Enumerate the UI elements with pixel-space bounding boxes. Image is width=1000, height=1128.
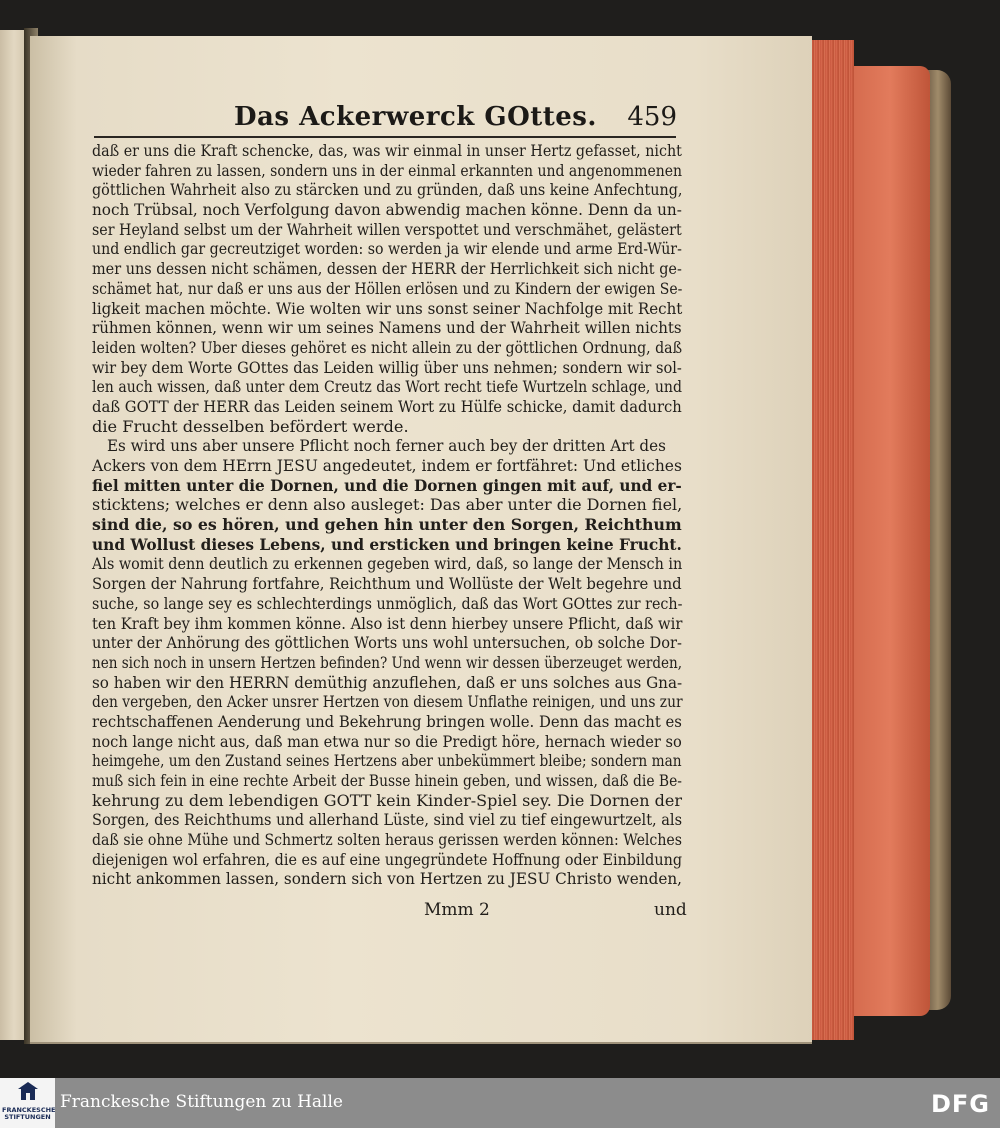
text-line: Ackers von dem HErrn JESU angedeutet, indem er fortfähret: Und etliches <box>92 456 682 475</box>
header-rule <box>94 136 676 138</box>
text-line: daß sie ohne Mühe und Schmertz solten heraus gerissen werden können: Welches <box>92 830 682 850</box>
signature-mark: Mmm 2 <box>424 900 490 920</box>
text-line: noch Trübsal, noch Verfolgung davon abwendig machen könne. Denn da un- <box>92 200 682 220</box>
text-line: len auch wissen, daß unter dem Creutz das Wort recht tiefe Wurtzeln schlage, und <box>92 377 682 397</box>
body-text <box>92 141 682 889</box>
text-line: sind die, so es hören, und gehen hin unter den Sorgen, Reichthum <box>92 515 682 535</box>
catchword: und <box>654 900 687 920</box>
text-line: nen sich noch in unsern Hertzen befinden? Und wenn wir dessen überzeuget werden, <box>92 652 683 672</box>
text-line: ten Kraft bey ihm kommen könne. Also ist denn hierbey unsere Pflicht, daß wir <box>92 613 683 633</box>
text-line: suche, so lange sey es schlechterdings unmöglich, daß das Wort GOttes zur rech- <box>92 593 683 613</box>
footer-bar <box>0 1078 1000 1128</box>
text-line: nicht ankommen lassen, sondern sich von Hertzen zu JESU Christo wenden, <box>92 869 682 889</box>
dfg-logo[interactable]: DFG <box>930 1090 990 1118</box>
text-line: muß sich fein in eine rechte Arbeit der Busse hinein geben, und wissen, daß die Be- <box>92 771 682 790</box>
text-line: Es wird uns aber unsere Pflicht noch ferner auch bey der dritten Art des <box>106 436 666 456</box>
text-line: rechtschaffenen Aenderung und Bekehrung bringen wolle. Denn das macht es <box>92 711 682 731</box>
text-line: kehrung zu dem lebendigen GOTT kein Kinder-Spiel sey. Die Dornen der <box>92 790 682 810</box>
text-line: göttlichen Wahrheit also zu stärcken und zu gründen, daß uns keine Anfechtung, <box>92 180 683 200</box>
text-line: die Frucht desselben befördert werde. <box>92 416 409 436</box>
text-line: Als womit denn deutlich zu erkennen gegeben wird, daß, so lange der Mensch in <box>92 554 683 574</box>
text-line: so haben wir den HERRN demüthig anzuflehen, daß er uns solches aus Gna- <box>92 672 683 692</box>
text-line: leiden wolten? Uber dieses gehöret es nicht allein zu der göttlichen Ordnung, daß <box>92 337 683 357</box>
red-fore-edge-outer <box>850 66 930 1016</box>
text-line: Sorgen der Nahrung fortfahre, Reichthum und Wollüste der Welt begehre und <box>92 574 682 594</box>
running-header <box>92 100 677 138</box>
red-fore-edge <box>808 40 854 1040</box>
text-line: heimgehe, um den Zustand seines Hertzens aber unbekümmert bleibe; sondern man <box>92 751 682 771</box>
institution-logo[interactable] <box>0 1078 55 1128</box>
text-line: daß GOTT der HERR das Leiden seinem Wort zu Hülfe schicke, damit dadurch <box>92 396 682 416</box>
text-line: unter der Anhörung des göttlichen Worts uns wohl untersuchen, ob solche Dor- <box>92 633 682 653</box>
text-line: sticktens; welches er denn also ausleget: Das aber unter die Dornen fiel, <box>92 495 683 515</box>
header-title: Das Ackerwerck GOttes. <box>234 102 597 132</box>
text-line: Sorgen, des Reichthums und allerhand Lüste, sind viel zu tief eingewurtzelt, als <box>92 810 683 830</box>
text-line: und endlich gar gecreutziget worden: so werden ja wir elende und arme Erd-Wür- <box>92 239 682 259</box>
text-line: mer uns dessen nicht schämen, dessen der HERR der Herrlichkeit sich nicht ge- <box>92 259 682 279</box>
logo-text: FRANCKESCHE STIFTUNGEN <box>2 1106 56 1121</box>
institution-name[interactable]: Franckesche Stiftungen zu Halle <box>60 1092 343 1112</box>
text-line: ser Heyland selbst um der Wahrheit willen verspottet und verschmähet, gelästert <box>92 219 682 239</box>
text-line: daß er uns die Kraft schencke, das, was wir einmal in unser Hertz gefasset, nicht <box>92 141 682 160</box>
text-line: wieder fahren zu lassen, sondern uns in der einmal erkannten und angenommenen <box>92 160 683 180</box>
house-logo-icon <box>18 1082 38 1100</box>
text-line: den vergeben, den Acker unsrer Hertzen von diesem Unflathe reinigen, und uns zur <box>92 692 683 712</box>
text-line: ligkeit machen möchte. Wie wolten wir uns sonst seiner Nachfolge mit Recht <box>92 298 683 318</box>
text-line: diejenigen wol erfahren, die es auf eine ungegründete Hoffnung oder Einbildung <box>92 849 683 869</box>
page-number: 459 <box>627 102 677 132</box>
text-line: rühmen können, wenn wir um seines Namens und der Wahrheit willen nichts <box>92 318 682 338</box>
text-line: schämet hat, nur daß er uns aus der Höllen erlösen und zu Kindern der ewigen Se- <box>92 278 683 298</box>
text-line: und Wollust dieses Lebens, und ersticken und bringen keine Frucht. <box>92 534 682 554</box>
text-line: fiel mitten unter die Dornen, und die Dornen gingen mit auf, und er- <box>92 475 682 495</box>
text-line: wir bey dem Worte GOttes das Leiden willig über uns nehmen; sondern wir sol- <box>92 357 682 377</box>
text-line: noch lange nicht aus, daß man etwa nur so die Predigt höre, hernach wieder so <box>92 731 682 751</box>
